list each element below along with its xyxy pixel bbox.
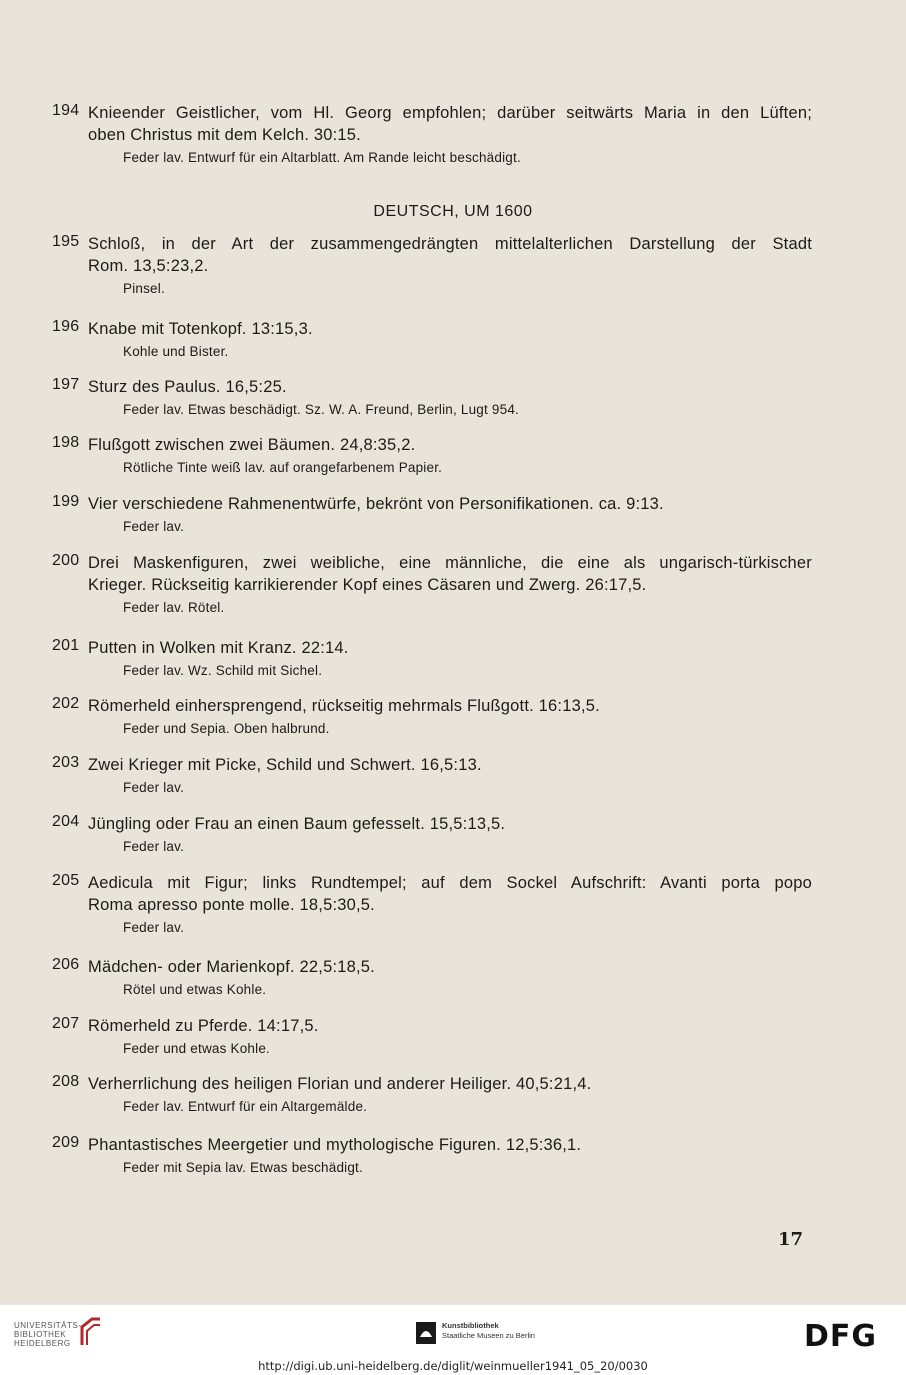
entry-description: Rom. 13,5:23,2. (88, 257, 209, 275)
entry-description: Krieger. Rückseitig karrikierender Kopf eines Cäsaren und Zwerg. 26:17,5. (88, 576, 647, 594)
entry-number: 201 (52, 637, 80, 654)
section-heading: DEUTSCH, UM 1600 (373, 203, 533, 220)
dfg-logo[interactable]: DFG (804, 1319, 878, 1354)
entry-description: oben Christus mit dem Kelch. 30:15. (88, 126, 361, 144)
entry-description: Schloß, in der Art der zusammengedrängten mittelalterlichen Darstellung der Stadt (88, 235, 812, 253)
ub-heidelberg-logo[interactable]: UNIVERSITÄTS- BIBLIOTHEK HEIDELBERG (14, 1321, 82, 1348)
entry-number: 203 (52, 754, 80, 771)
catalog-entry-199 (52, 493, 812, 537)
entry-description: Römerheld einhersprengend, rückseitig mehrmals Flußgott. 16:13,5. (88, 697, 600, 715)
entry-number: 207 (52, 1015, 80, 1032)
entry-note: Feder lav. (123, 780, 185, 795)
entry-description: Phantastisches Meergetier und mythologische Figuren. 12,5:36,1. (88, 1136, 582, 1154)
entry-description: Knieender Geistlicher, vom Hl. Georg empfohlen; darüber seitwärts Maria in den Lüften; (88, 104, 812, 122)
entry-number: 204 (52, 813, 80, 830)
page-number: 17 (778, 1229, 804, 1250)
catalog-entry-194 (52, 102, 812, 168)
catalog-entry-200 (52, 552, 812, 618)
entry-note: Feder lav. (123, 519, 185, 534)
entry-note: Rötel und etwas Kohle. (123, 982, 267, 997)
catalog-entry-198 (52, 434, 812, 478)
entry-description: Jüngling oder Frau an einen Baum gefesselt. 15,5:13,5. (88, 815, 506, 833)
entry-description: Mädchen- oder Marienkopf. 22,5:18,5. (88, 958, 375, 976)
ub-emblem-icon (78, 1317, 104, 1347)
entry-note: Feder lav. Entwurf für ein Altarblatt. Am Rande leicht beschädigt. (123, 150, 521, 165)
entry-number: 202 (52, 695, 80, 712)
catalog-entry-202 (52, 695, 812, 739)
entry-number: 206 (52, 956, 80, 973)
entry-note: Feder lav. Entwurf für ein Altargemälde. (123, 1099, 368, 1114)
entry-note: Feder lav. Wz. Schild mit Sichel. (123, 663, 323, 678)
entry-number: 197 (52, 376, 80, 393)
entry-note: Feder lav. (123, 839, 185, 854)
entry-description: Verherrlichung des heiligen Florian und anderer Heiliger. 40,5:21,4. (88, 1075, 592, 1093)
catalog-entry-196 (52, 318, 812, 362)
catalog-entry-201 (52, 637, 812, 681)
entry-description: Sturz des Paulus. 16,5:25. (88, 378, 287, 396)
entry-number: 200 (52, 552, 80, 569)
entry-number: 205 (52, 872, 80, 889)
catalog-entry-197 (52, 376, 812, 420)
entry-note: Feder mit Sepia lav. Etwas beschädigt. (123, 1160, 363, 1175)
catalog-entry-208 (52, 1073, 812, 1117)
entry-number: 194 (52, 102, 80, 119)
kunstbibliothek-logo-icon (415, 1321, 437, 1345)
entry-note: Feder lav. Rötel. (123, 600, 225, 615)
entry-description: Römerheld zu Pferde. 14:17,5. (88, 1017, 319, 1035)
viewer-footer (0, 1305, 906, 1359)
entry-note: Feder und Sepia. Oben halbrund. (123, 721, 330, 736)
catalog-entry-204 (52, 813, 812, 857)
permalink-url[interactable]: http://digi.ub.uni-heidelberg.de/diglit/weinmueller1941_05_20/0030 (258, 1359, 648, 1373)
entry-note: Rötliche Tinte weiß lav. auf orangefarbenem Papier. (123, 460, 443, 475)
catalog-entry-207 (52, 1015, 812, 1059)
entry-description: Putten in Wolken mit Kranz. 22:14. (88, 639, 349, 657)
kunstbibliothek-label[interactable]: Kunstbibliothek Staatliche Museen zu Berlin (442, 1321, 535, 1340)
entry-description: Drei Maskenfiguren, zwei weibliche, eine männliche, die eine als ungarisch-türkischer (88, 554, 812, 572)
catalog-entry-209 (52, 1134, 812, 1178)
entry-note: Feder und etwas Kohle. (123, 1041, 270, 1056)
entry-description: Vier verschiedene Rahmenentwürfe, bekrönt von Personifikationen. ca. 9:13. (88, 495, 664, 513)
entry-number: 195 (52, 233, 80, 250)
entry-note: Feder lav. Etwas beschädigt. Sz. W. A. Freund, Berlin, Lugt 954. (123, 402, 519, 417)
entry-description: Flußgott zwischen zwei Bäumen. 24,8:35,2. (88, 436, 416, 454)
entry-number: 196 (52, 318, 80, 335)
entry-number: 199 (52, 493, 80, 510)
entry-description: Zwei Krieger mit Picke, Schild und Schwert. 16,5:13. (88, 756, 482, 774)
catalog-entry-195 (52, 233, 812, 299)
catalog-entry-206 (52, 956, 812, 1000)
entry-description: Aedicula mit Figur; links Rundtempel; auf dem Sockel Aufschrift: Avanti porta popo (88, 874, 812, 892)
entry-number: 209 (52, 1134, 80, 1151)
catalog-entry-205 (52, 872, 812, 938)
entry-number: 198 (52, 434, 80, 451)
entry-note: Feder lav. (123, 920, 185, 935)
entry-note: Kohle und Bister. (123, 344, 229, 359)
entry-number: 208 (52, 1073, 80, 1090)
entry-note: Pinsel. (123, 281, 165, 296)
catalog-entry-203 (52, 754, 812, 798)
entry-description: Knabe mit Totenkopf. 13:15,3. (88, 320, 313, 338)
entry-description: Roma apresso ponte molle. 18,5:30,5. (88, 896, 375, 914)
